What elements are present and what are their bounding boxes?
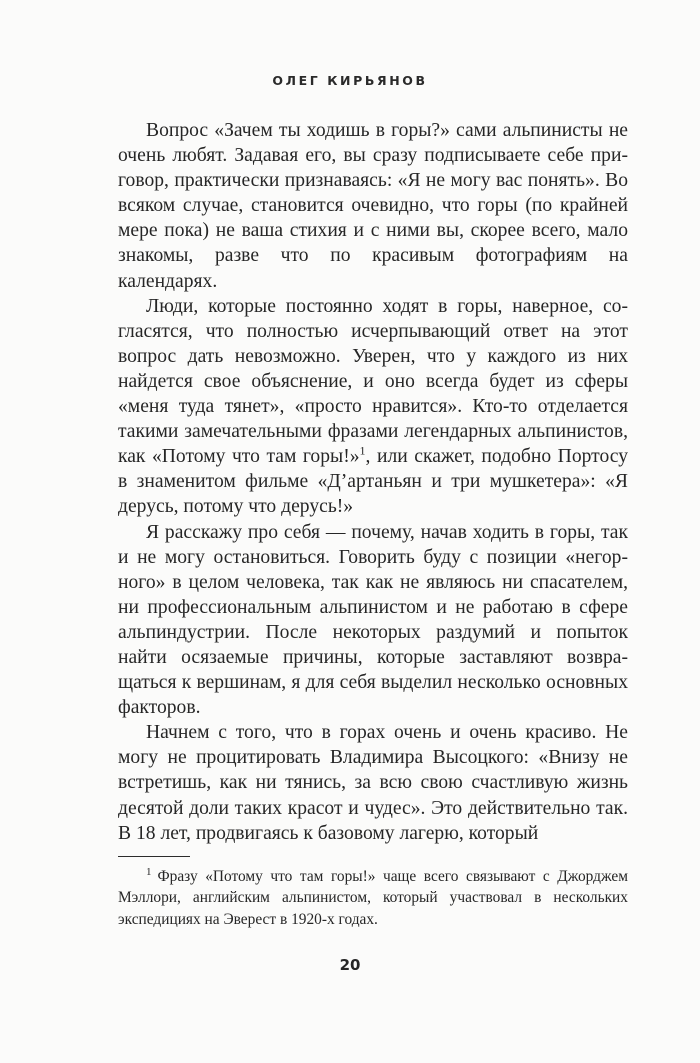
page-number: 20: [339, 956, 361, 974]
footnote-reference[interactable]: 1: [359, 443, 366, 458]
paragraph-4: Начнем с того, что в горах очень и очень красиво. Не могу не процитировать Владимира Высоцкого: «Внизу не встретишь, как ни тянись, за всю свою счастливую жизнь десятой доли таких красот и чудес». Это действительно так. В 18 лет, продвигаясь к базовому лагерю, который: [118, 722, 628, 844]
footnote-text: Фразу «Потому что там горы!» чаще всего связывают с Джорджем Мэллори, английским альпинистом, который участвовал в нескольких экспедициях на Эверест в 1920-х годах.: [118, 868, 628, 928]
footnote-divider: [118, 856, 190, 857]
footnote-mark: 1: [146, 865, 152, 878]
paragraph-2-text-end: , или скажет, подобно Портосу в знаменитом фильме «Д’артаньян и три мушкетера»: «Я дерусь, потому что дерусь!»: [118, 446, 628, 518]
paragraph-1: Вопрос «Зачем ты ходишь в горы?» сами альпинисты не очень любят. Задавая его, вы сразу подписываете себе приговор, практически признаваясь: «Я не могу вас понять». Во всяком случае, становится очевидно, что горы (по крайней мере пока) не ваша стихия и с ними вы, скорее всего, мало знакомы, разве что по красивым фотографиям на календарях.: [118, 120, 628, 292]
running-head-author: ОЛЕГ КИРЬЯНОВ: [272, 73, 428, 88]
footnote: [118, 866, 628, 930]
paragraph-3: Я расскажу про себя — почему, начав ходить в горы, так и не могу остановиться. Говорить буду с позиции «негорного» в целом человека, так как не являюсь ни спасателем, ни профессиональным альпинистом и не работаю в сфере альпиндустрии. После некоторых раздумий и попыток найти осязаемые причины, которые заставляют возвращаться к вершинам, я для себя выделил несколько основных факторов.: [118, 521, 628, 719]
main-text: [118, 118, 628, 846]
paragraph-2: [118, 294, 628, 520]
paragraph-2-text-start: Люди, которые постоянно ходят в горы, наверное, согласятся, что полностью исчерпывающий ответ на этот вопрос дать невозможно. Уверен, что у каждого из них найдется свое объяснение, и оно всегда будет из сферы «меня туда тянет», «просто нравится». Кто-то отделается такими замечательными фразами легендарных альпинистов, как «Потому что там горы!»: [118, 295, 628, 468]
